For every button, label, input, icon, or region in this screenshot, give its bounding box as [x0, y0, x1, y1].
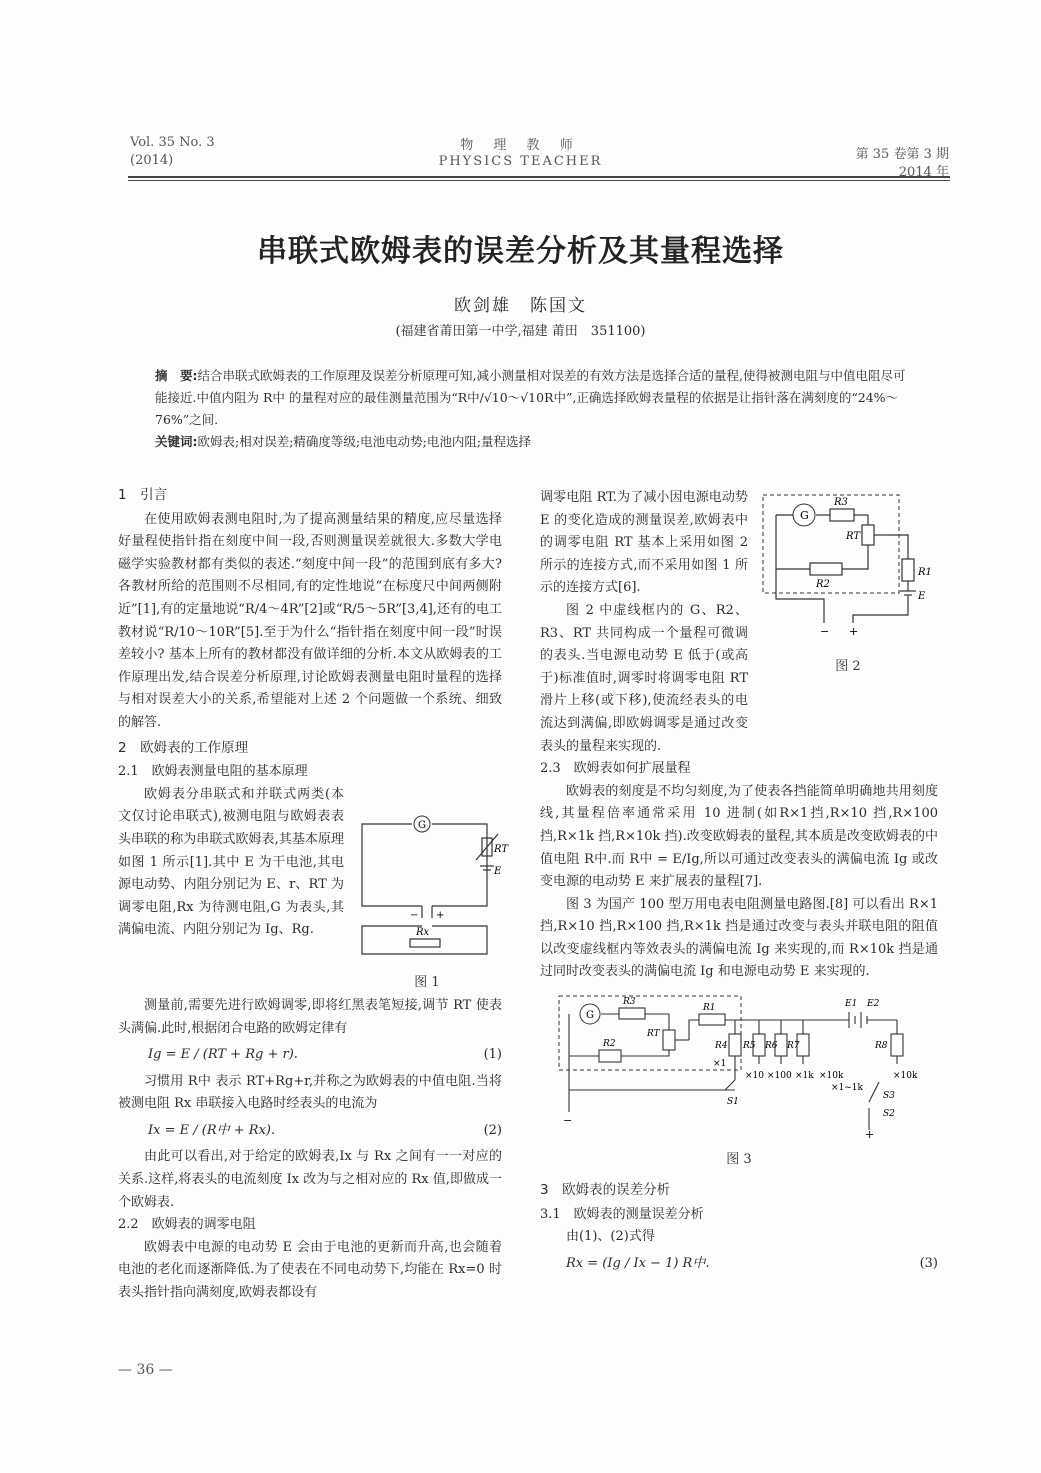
text-block: [540, 487, 748, 758]
equation-3-body: Rx = (Ig / Ix − 1) R中.: [566, 1256, 710, 1272]
affiliation: (福建省莆田第一中学,福建 莆田 351100): [395, 324, 646, 339]
figure-3-label-r4: R4: [715, 1041, 728, 1052]
journal-en: PHYSICS TEACHER: [438, 154, 603, 169]
figure-2-minus: −: [820, 625, 830, 638]
figure-3-plus: +: [865, 1128, 875, 1142]
equation-3: [540, 1253, 938, 1276]
authors: 欧剑雄 陈国文: [454, 296, 587, 316]
paragraph: 习惯用 R中 表示 RT+Rg+r,并称之为欧姆表的中值电阻.当将被测电阻 Rx 串联接入电路时经表头的电流为: [118, 1073, 502, 1112]
equation-1-number: (1): [483, 1047, 502, 1063]
paragraph: 由(1)、(2)式得: [566, 1229, 655, 1245]
figure-3-label-r2: R2: [603, 1039, 616, 1050]
figure-3-label-r5: R5: [743, 1041, 756, 1052]
paragraph: 欧姆表的刻度是不均匀刻度,为了使表各挡能简单明确地共用刻度线,其量程倍率通常采用 10 进制(如R×1挡,R×10 挡,R×100 挡,R×1k 挡,R×10k 挡).改变欧姆表的量程,其本质是改变欧姆表的中值电阻 R中.而 R中 = E/Ig,所以可通过改变表头的满偏电流 Ig 或改变电源的电动势 E 来扩展表的量程[7].: [540, 783, 938, 890]
paragraph: 图 3 为国产 100 型万用电表电阻测量电路图.[8] 可以看出 R×1 挡,R×10 挡,R×100 挡,R×1k 挡是通过改变与表头并联电阻的阻值以改变虚线框内等效表头的满偏电流 Ig 来实现的,而 R×10k 挡是通过同时改变表头的满偏电流 Ig 和电源电动势 E 来实现的.: [540, 896, 938, 980]
equation-3-number: (3): [919, 1256, 938, 1272]
paragraph: 欧姆表中电源的电动势 E 会由于电池的更新而升高,也会随着电池的老化而逐渐降低.为了使表在不同电动势下,均能在 Rx=0 时表头指针指向满刻度,欧姆表都设有: [118, 1239, 502, 1301]
paragraph: 图 2 中虚线框内的 G、R2、R3、RT 共同构成一个量程可微调的表头.当电源电动势 E 低于(或高于)标准值时,调零时将调零电阻 RT 滑片上移(或下移),使流经表头的电流达到满偏,即欧姆调零是通过改变表头的量程来实现的.: [540, 602, 748, 754]
figure-3-x10: ×10: [745, 1071, 764, 1082]
header-rule: [128, 176, 950, 178]
header-rule-thin: [128, 180, 950, 181]
equation-2-body: Ix = E / (R中 + Rx).: [148, 1122, 276, 1138]
para-with-figure: [118, 784, 509, 995]
section-2-1-heading: 2.1 欧姆表测量电阻的基本原理: [118, 764, 308, 780]
figure-3-label-s1: S1: [727, 1097, 739, 1108]
journal-cn: 物 理 教 师: [460, 138, 581, 153]
paragraph: 在使用欧姆表测电阻时,为了提高测量结果的精度,应尽量选择好量程使指针指在刻度中间一段,否则测量误差就很大.多数大学电磁学实验教材都有类似的表述.“刻度中间一段”的范围到底有多大? 各教材所给的范围则不尽相同,有的定性地说“在标度尺中间两侧附近”[1],有的定量地说“R/4～4R”[2]或“R/5～5R”[3,4],还有的电工教材说“R/10～10R”[5].至于为什么“指针指在刻度中间一段”时误差较小? 基本上所有的教材都没有做详细的分析.本文从欧姆表的工作原理出发,结合误差分析原理,讨论欧姆表测量电阻时量程的选择与相对误差大小的关系,希望能对上述 2 个问题做一个系统、细致的解答.: [118, 511, 502, 730]
figure-3-minus: −: [563, 1114, 573, 1128]
left-column: [118, 482, 509, 1305]
year-en: (2014): [130, 153, 174, 168]
figure-1-minus: −: [410, 909, 419, 921]
equation-1: [118, 1044, 502, 1067]
figure-3-label-e1: E1: [845, 999, 858, 1010]
figure-2-label-g: G: [800, 509, 809, 522]
volume-cn: 第 35 卷第 3 期: [855, 147, 949, 162]
equation-2: [118, 1120, 502, 1143]
figure-3-label-s2: S2: [883, 1109, 895, 1120]
paper-title: 串联式欧姆表的误差分析及其量程选择: [257, 234, 784, 269]
figure-3-label-s3: S3: [883, 1091, 895, 1102]
figure-1: [352, 784, 509, 995]
figure-2-label-r3: R3: [834, 497, 848, 508]
equation-2-number: (2): [483, 1122, 502, 1138]
figure-2-circuit: [758, 487, 938, 647]
figure-1-label-e: E: [494, 865, 502, 877]
figure-3-circuit: [549, 990, 929, 1140]
year-cn: 2014 年: [898, 165, 949, 180]
figure-3-label-r1: R1: [703, 1003, 716, 1014]
figure-2-label-r2: R2: [816, 579, 830, 590]
keywords-label: 关键词:: [155, 434, 198, 449]
equation-1-body: Ig = E / (RT + Rg + r).: [148, 1047, 298, 1063]
paragraph: 测量前,需要先进行欧姆调零,即将红黑表笔短接,调节 RT 使表头满偏.此时,根据闭合电路的欧姆定律有: [118, 997, 502, 1036]
figure-3-label-r8: R8: [875, 1041, 888, 1052]
section-2-heading: 2 欧姆表的工作原理: [118, 739, 249, 756]
figure-1-label-rt: RT: [494, 843, 509, 855]
figure-3: [540, 990, 938, 1171]
figure-1-caption: 图 1: [414, 975, 440, 991]
figure-2-label-e: E: [918, 591, 926, 602]
page-number: — 36 —: [118, 1362, 173, 1378]
paragraph: 调零电阻 RT.为了减小因电源电动势 E 的变化造成的测量误差,欧姆表中的调零电阻 RT 基本上采用如图 2 所示的连接方式,而不采用如图 1 所示的连接方式[6].: [540, 490, 748, 596]
figure-3-label-e2: E2: [867, 999, 880, 1010]
figure-3-label-r6: R6: [765, 1041, 778, 1052]
paragraph: 欧姆表分串联式和并联式两类(本文仅讨论串联式),被测电阻与欧姆表表头串联的称为串联式欧姆表,其基本原理如图 1 所示[1].其中 E 为干电池,其电源电动势、内阻分别记为 E、r、RT 为调零电阻,Rx 为待测电阻,G 为表头,其满偏电流、内阻分别记为 Ig、Rg.: [118, 786, 344, 938]
figure-3-x10k: ×10k: [819, 1071, 844, 1082]
abstract-text: 结合串联式欧姆表的工作原理及误差分析原理可知,减小测量相对误差的有效方法是选择合适的量程,使得被测电阻与中值电阻尽可能接近.中值内阻为 R中 的量程对应的最佳测量范围为“R中/√10～√10R中”,正确选择欧姆表量程的依据是让指针落在满刻度的“24%～76%”之间.: [155, 368, 906, 427]
figure-3-label-r7: R7: [787, 1041, 800, 1052]
figure-3-label-g: G: [586, 1010, 594, 1022]
abstract: [155, 365, 915, 453]
figure-2-plus: +: [849, 625, 859, 638]
figure-1-label-rx: Rx: [416, 926, 430, 938]
section-3-1-heading: 3.1 欧姆表的测量误差分析: [540, 1206, 704, 1222]
section-2-3-heading: 2.3 欧姆表如何扩展量程: [540, 761, 691, 777]
section-2-2-heading: 2.2 欧姆表的调零电阻: [118, 1217, 256, 1233]
keywords: 欧姆表;相对误差;精确度等级;电池电动势;电池内阻;量程选择: [197, 434, 532, 449]
section-3-heading: 3 欧姆表的误差分析: [540, 1182, 671, 1199]
volume-en: Vol. 35 No. 3: [130, 135, 215, 150]
figure-2: [758, 487, 938, 758]
figure-3-x10k-b: ×10k: [893, 1071, 918, 1082]
section-1-heading: 1 引言: [118, 487, 168, 503]
figure-3-caption: 图 3: [726, 1151, 752, 1167]
figure-2-label-rt: RT: [846, 531, 861, 542]
figure-1-circuit: [352, 814, 509, 964]
figure-2-label-r1: R1: [918, 567, 932, 578]
figure-3-label-r3: R3: [623, 997, 636, 1008]
figure-3-x1: ×1: [713, 1059, 727, 1070]
figure-3-label-rt: RT: [647, 1029, 660, 1040]
para-with-figure: [540, 487, 938, 758]
figure-2-caption: 图 2: [835, 658, 861, 674]
figure-3-x1k: ×1k: [795, 1071, 814, 1082]
right-column: [540, 487, 938, 1280]
figure-1-plus: +: [436, 909, 445, 921]
figure-3-x1-1k: ×1~1k: [831, 1083, 863, 1094]
figure-3-x100: ×100: [767, 1071, 792, 1082]
paragraph: 由此可以看出,对于给定的欧姆表,Ix 与 Rx 之间有一一对应的关系.这样,将表头的电流刻度 Ix 改为与之相对应的 Rx 值,即做成一个欧姆表.: [118, 1149, 502, 1210]
figure-1-label-g: G: [418, 819, 426, 831]
abstract-label: 摘 要:: [155, 368, 198, 383]
